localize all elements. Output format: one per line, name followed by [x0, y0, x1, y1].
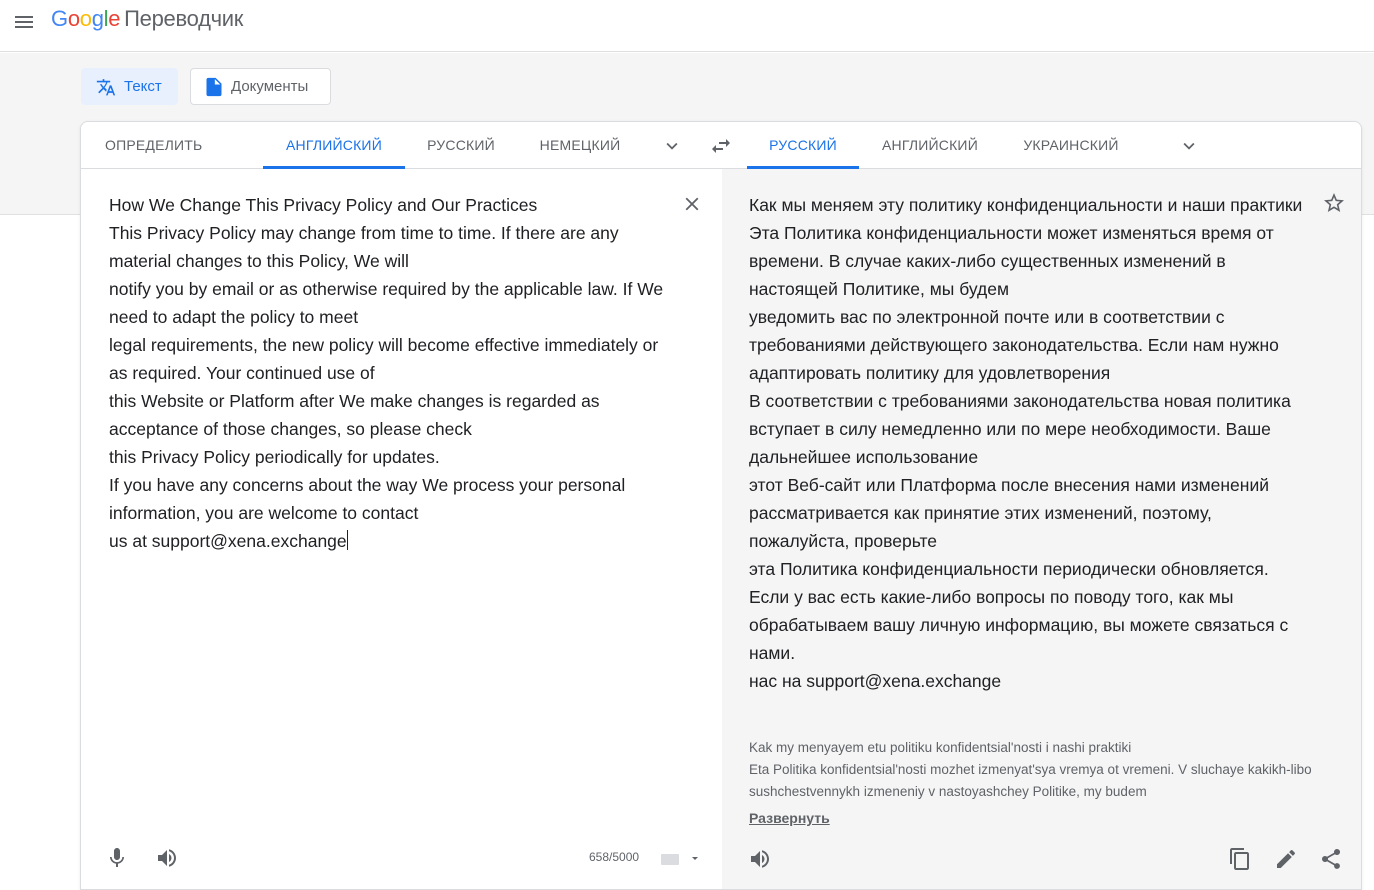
tab-target-ukrainian[interactable]: УКРАИНСКИЙ [1023, 137, 1119, 153]
document-icon [205, 77, 223, 97]
text-mode-label: Текст [124, 78, 162, 95]
logo-letter: G [51, 6, 68, 31]
documents-mode-label: Документы [231, 78, 309, 95]
copy-icon[interactable] [1228, 847, 1252, 871]
google-translate-logo[interactable] [51, 6, 243, 32]
source-more-languages-chevron-icon[interactable] [661, 135, 683, 157]
logo-letter: o [79, 6, 92, 31]
character-counter: 658/5000 [589, 850, 640, 864]
tab-source-english[interactable]: АНГЛИЙСКИЙ [263, 122, 405, 169]
text-caret [347, 530, 348, 550]
microphone-icon[interactable] [105, 846, 129, 870]
tab-detect-language[interactable]: ОПРЕДЕЛИТЬ [105, 137, 203, 153]
source-text-input[interactable] [109, 191, 669, 555]
documents-mode-button[interactable] [190, 68, 331, 105]
logo-letter: g [91, 6, 104, 31]
clear-source-close-icon[interactable] [681, 193, 703, 215]
top-bar [0, 0, 1374, 52]
target-panel [722, 169, 1362, 890]
target-listen-speaker-icon[interactable] [748, 847, 772, 871]
keyboard-icon[interactable] [661, 852, 701, 866]
source-panel [81, 169, 722, 890]
target-more-languages-chevron-icon[interactable] [1178, 135, 1200, 157]
save-translation-star-icon[interactable] [1322, 191, 1346, 215]
text-mode-button[interactable] [81, 68, 178, 105]
tab-source-german[interactable]: НЕМЕЦКИЙ [539, 137, 621, 153]
tab-target-russian[interactable]: РУССКИЙ [747, 122, 859, 169]
tab-target-english[interactable]: АНГЛИЙСКИЙ [882, 137, 978, 153]
language-bar [81, 122, 1362, 169]
tab-source-russian[interactable]: РУССКИЙ [427, 137, 495, 153]
menu-icon[interactable] [12, 10, 36, 34]
translation-card [80, 121, 1362, 890]
source-listen-speaker-icon[interactable] [155, 846, 179, 870]
translation-output: Как мы меняем эту политику конфиденциальности и наши практики Эта Политика конфиденциальности может изменяться время от времени. В случае каких-либо существенных изменений в настоящей Политике, мы будем уведомить вас по электронной почте или в соответствии с требованиями действующего законодательства. Если нам нужно адаптировать политику для удовлетворения В соответствии с требованиями законодательства новая политика вступает в силу немедленно или по мере необходимости. Ваше дальнейшее использование этот Веб-сайт или Платформа после внесения нами изменений рассматривается как принятие этих изменений, поэтому, пожалуйста, проверьте эта Политика конфиденциальности периодически обновляется. Если у вас есть какие-либо вопросы по поводу того, как мы обрабатываем вашу личную информацию, вы можете связаться с нами. нас на support@xena.exchange [749, 195, 1303, 691]
logo-letter: l [103, 6, 109, 31]
translate-icon [96, 77, 116, 97]
transliteration-text: Kak my menyayem etu politiku konfidentsial'nosti i nashi praktiki Eta Politika konfidentsial'nosti mozhet izmenyat'sya vremya ot vremeni. V sluchaye kakikh-libo sushchestvennykh izmeneniy v nastoyashchey Politike, my budem [749, 740, 1312, 799]
expand-link[interactable]: Развернуть [749, 810, 830, 826]
product-name: Переводчик [124, 6, 244, 31]
edit-pencil-icon[interactable] [1274, 847, 1298, 871]
swap-languages-icon[interactable] [709, 134, 733, 158]
logo-letter: o [67, 6, 80, 31]
share-icon[interactable] [1319, 847, 1343, 871]
logo-letter: e [108, 6, 121, 31]
source-text: How We Change This Privacy Policy and Our Practices This Privacy Policy may change from time to time. If there are any material changes to this Policy, We will notify you by email or as otherwise required by the applicable law. If We need to adapt the policy to meet legal requirements, the new policy will become effective immediately or as required. Your continued use of this Website or Platform after We make changes is regarded as acceptance of those changes, so please check this Privacy Policy periodically for updates. If you have any concerns about the way We process your personal information, you are welcome to contact us at support@xena.exchange [109, 195, 664, 551]
